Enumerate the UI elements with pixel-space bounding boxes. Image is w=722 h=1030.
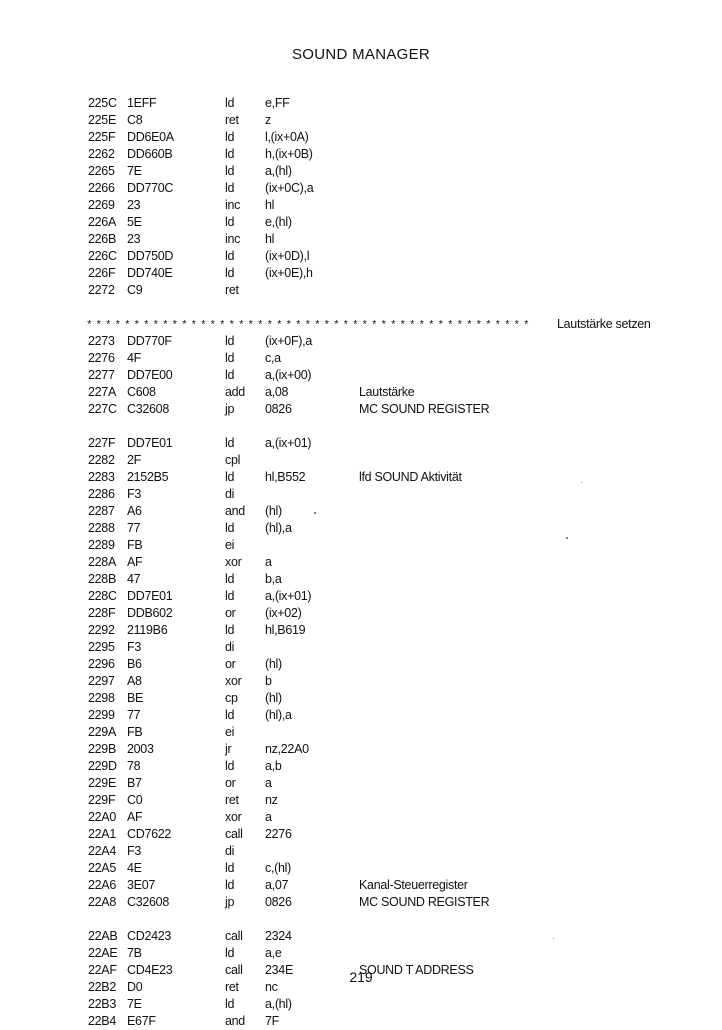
operand: a,07	[265, 878, 289, 892]
code-line	[88, 843, 688, 860]
mnemonic: ld	[225, 334, 235, 348]
mnemonic: ld	[225, 470, 235, 484]
address: 225E	[88, 113, 116, 127]
mnemonic: ld	[225, 164, 235, 178]
operand: a	[265, 555, 272, 569]
address: 229B	[88, 742, 116, 756]
mnemonic: ld	[225, 997, 235, 1011]
hex-bytes: 77	[127, 708, 141, 722]
address: 225C	[88, 96, 117, 110]
hex-bytes: A8	[127, 674, 142, 688]
address: 225F	[88, 130, 116, 144]
mnemonic: call	[225, 827, 243, 841]
mnemonic: call	[225, 929, 243, 943]
code-line	[88, 741, 688, 758]
code-line	[88, 282, 688, 299]
hex-bytes: DD660B	[127, 147, 173, 161]
hex-bytes: F3	[127, 487, 141, 501]
address: 226B	[88, 232, 116, 246]
operand: h,(ix+0B)	[265, 147, 313, 161]
address: 2282	[88, 453, 115, 467]
operand: (hl),a	[265, 521, 292, 535]
code-line	[88, 707, 688, 724]
page-number: 219	[349, 969, 373, 985]
operand: a,(ix+01)	[265, 436, 312, 450]
mnemonic: xor	[225, 810, 242, 824]
operand: (ix+0D),l	[265, 249, 310, 263]
mnemonic: ld	[225, 368, 235, 382]
address: 22A1	[88, 827, 116, 841]
address: 2286	[88, 487, 115, 501]
address: 2296	[88, 657, 115, 671]
hex-bytes: 2003	[127, 742, 154, 756]
code-line	[88, 877, 688, 894]
code-line	[88, 894, 688, 911]
mnemonic: ld	[225, 436, 235, 450]
mnemonic: ld	[225, 351, 235, 365]
mnemonic: ld	[225, 946, 235, 960]
code-line	[88, 1013, 688, 1030]
mnemonic: call	[225, 963, 243, 977]
mnemonic: ld	[225, 623, 235, 637]
address: 228F	[88, 606, 116, 620]
mnemonic: ei	[225, 538, 235, 552]
operand: a,b	[265, 759, 282, 773]
code-line	[88, 928, 688, 945]
mnemonic: di	[225, 487, 235, 501]
address: 22A4	[88, 844, 116, 858]
hex-bytes: 1EFF	[127, 96, 157, 110]
operand: nz,22A0	[265, 742, 309, 756]
code-line	[88, 996, 688, 1013]
address: 2289	[88, 538, 115, 552]
blank-line	[88, 299, 688, 316]
code-line	[88, 265, 688, 282]
operand: (ix+0C),a	[265, 181, 314, 195]
code-line	[88, 146, 688, 163]
asterisk-rule: ***********************************************	[86, 320, 533, 332]
hex-bytes: DDB602	[127, 606, 173, 620]
operand: (hl)	[265, 504, 282, 518]
hex-bytes: 4E	[127, 861, 142, 875]
code-line	[88, 469, 688, 486]
mnemonic: or	[225, 606, 236, 620]
code-line	[88, 333, 688, 350]
code-line	[88, 775, 688, 792]
mnemonic: xor	[225, 674, 242, 688]
address: 2277	[88, 368, 115, 382]
mnemonic: ld	[225, 266, 235, 280]
operand: a	[265, 776, 272, 790]
mnemonic: ld	[225, 181, 235, 195]
mnemonic: inc	[225, 198, 241, 212]
address: 2266	[88, 181, 115, 195]
hex-bytes: CD4E23	[127, 963, 173, 977]
address: 2262	[88, 147, 115, 161]
code-line	[88, 809, 688, 826]
scan-speck	[314, 512, 316, 514]
hex-bytes: 7E	[127, 164, 142, 178]
operand: c,a	[265, 351, 281, 365]
mnemonic: cp	[225, 691, 238, 705]
address: 228C	[88, 589, 117, 603]
mnemonic: ret	[225, 793, 239, 807]
address: 22B3	[88, 997, 116, 1011]
operand: hl,B619	[265, 623, 306, 637]
hex-bytes: DD7E00	[127, 368, 173, 382]
address: 2299	[88, 708, 115, 722]
mnemonic: or	[225, 657, 236, 671]
hex-bytes: 47	[127, 572, 141, 586]
mnemonic: ret	[225, 980, 239, 994]
hex-bytes: DD750D	[127, 249, 174, 263]
blank-line	[88, 418, 688, 435]
hex-bytes: 2F	[127, 453, 141, 467]
address: 2272	[88, 283, 115, 297]
address: 2265	[88, 164, 115, 178]
hex-bytes: A6	[127, 504, 142, 518]
address: 226C	[88, 249, 117, 263]
code-line	[88, 826, 688, 843]
address: 2295	[88, 640, 115, 654]
mnemonic: ld	[225, 521, 235, 535]
hex-bytes: 5E	[127, 215, 142, 229]
mnemonic: jr	[225, 742, 232, 756]
address: 229F	[88, 793, 116, 807]
code-line	[88, 656, 688, 673]
hex-bytes: C9	[127, 283, 143, 297]
address: 2298	[88, 691, 115, 705]
code-line	[88, 724, 688, 741]
code-line	[88, 384, 688, 401]
code-line	[88, 673, 688, 690]
mnemonic: ei	[225, 725, 235, 739]
hex-bytes: 2152B5	[127, 470, 169, 484]
code-line	[88, 945, 688, 962]
mnemonic: ret	[225, 113, 239, 127]
code-line	[88, 112, 688, 129]
assembly-listing	[88, 95, 688, 1030]
operand: hl	[265, 198, 275, 212]
code-line	[88, 214, 688, 231]
hex-bytes: DD770F	[127, 334, 172, 348]
operand: a,(hl)	[265, 997, 292, 1011]
address: 2288	[88, 521, 115, 535]
mnemonic: ld	[225, 878, 235, 892]
mnemonic: cpl	[225, 453, 241, 467]
hex-bytes: 77	[127, 521, 141, 535]
operand: (ix+0F),a	[265, 334, 312, 348]
hex-bytes: C8	[127, 113, 143, 127]
address: 227C	[88, 402, 117, 416]
hex-bytes: AF	[127, 555, 143, 569]
hex-bytes: 23	[127, 198, 141, 212]
mnemonic: inc	[225, 232, 241, 246]
code-line	[88, 503, 688, 520]
code-line	[88, 537, 688, 554]
scan-speck	[553, 938, 554, 939]
mnemonic: ld	[225, 861, 235, 875]
address: 227F	[88, 436, 116, 450]
hex-bytes: CD7622	[127, 827, 172, 841]
mnemonic: and	[225, 1014, 245, 1028]
code-line	[88, 129, 688, 146]
address: 2292	[88, 623, 115, 637]
code-line	[88, 588, 688, 605]
address: 2297	[88, 674, 115, 688]
operand: 2276	[265, 827, 292, 841]
operand: (ix+0E),h	[265, 266, 313, 280]
code-line	[88, 758, 688, 775]
comment: Lautstärke	[359, 385, 415, 399]
scan-speck	[566, 537, 568, 539]
hex-bytes: AF	[127, 810, 143, 824]
hex-bytes: D0	[127, 980, 143, 994]
mnemonic: di	[225, 640, 235, 654]
code-line	[88, 401, 688, 418]
code-line	[88, 180, 688, 197]
operand: a,e	[265, 946, 282, 960]
comment: MC SOUND REGISTER	[359, 402, 490, 416]
mnemonic: ld	[225, 759, 235, 773]
mnemonic: jp	[225, 895, 235, 909]
code-line	[88, 231, 688, 248]
hex-bytes: DD6E0A	[127, 130, 174, 144]
operand: 234E	[265, 963, 293, 977]
code-line	[88, 95, 688, 112]
mnemonic: add	[225, 385, 245, 399]
hex-bytes: C0	[127, 793, 143, 807]
mnemonic: ld	[225, 215, 235, 229]
address: 22A8	[88, 895, 116, 909]
comment: Kanal-Steuerregister	[359, 878, 468, 892]
hex-bytes: DD7E01	[127, 436, 173, 450]
mnemonic: ld	[225, 249, 235, 263]
hex-bytes: C32608	[127, 895, 169, 909]
hex-bytes: FB	[127, 725, 143, 739]
hex-bytes: 3E07	[127, 878, 155, 892]
code-line	[88, 690, 688, 707]
operand: a,(hl)	[265, 164, 292, 178]
address: 2287	[88, 504, 115, 518]
mnemonic: xor	[225, 555, 242, 569]
hex-bytes: CD2423	[127, 929, 172, 943]
operand: b	[265, 674, 272, 688]
hex-bytes: DD740E	[127, 266, 173, 280]
operand: 0826	[265, 895, 292, 909]
address: 22AE	[88, 946, 118, 960]
hex-bytes: 23	[127, 232, 141, 246]
address: 22A5	[88, 861, 116, 875]
code-line	[88, 452, 688, 469]
operand: (hl)	[265, 691, 282, 705]
code-line	[88, 520, 688, 537]
address: 2283	[88, 470, 115, 484]
address: 22AF	[88, 963, 117, 977]
hex-bytes: C608	[127, 385, 156, 399]
operand: z	[265, 113, 271, 127]
mnemonic: or	[225, 776, 236, 790]
operand: e,(hl)	[265, 215, 292, 229]
address: 229E	[88, 776, 116, 790]
address: 227A	[88, 385, 116, 399]
code-line	[88, 197, 688, 214]
hex-bytes: FB	[127, 538, 143, 552]
operand: (hl),a	[265, 708, 292, 722]
code-line	[88, 639, 688, 656]
mnemonic: jp	[225, 402, 235, 416]
code-line	[88, 860, 688, 877]
operand: b,a	[265, 572, 282, 586]
code-line	[88, 248, 688, 265]
operand: nz	[265, 793, 278, 807]
code-line	[88, 350, 688, 367]
address: 22A0	[88, 810, 116, 824]
code-line	[88, 605, 688, 622]
hex-bytes: B6	[127, 657, 142, 671]
operand: l,(ix+0A)	[265, 130, 309, 144]
address: 22B2	[88, 980, 116, 994]
code-line	[88, 163, 688, 180]
operand: 7F	[265, 1014, 279, 1028]
comment: lfd SOUND Aktivität	[359, 470, 462, 484]
hex-bytes: BE	[127, 691, 144, 705]
hex-bytes: F3	[127, 844, 141, 858]
address: 22A6	[88, 878, 116, 892]
operand: a,(ix+01)	[265, 589, 312, 603]
code-line	[88, 792, 688, 809]
operand: hl,B552	[265, 470, 306, 484]
code-line	[88, 367, 688, 384]
mnemonic: ld	[225, 708, 235, 722]
hex-bytes: C32608	[127, 402, 169, 416]
operand: a	[265, 810, 272, 824]
code-line	[88, 486, 688, 503]
hex-bytes: F3	[127, 640, 141, 654]
operand: e,FF	[265, 96, 290, 110]
code-line	[88, 571, 688, 588]
code-line	[88, 622, 688, 639]
mnemonic: ld	[225, 589, 235, 603]
mnemonic: ld	[225, 96, 235, 110]
operand: 2324	[265, 929, 292, 943]
section-separator	[88, 316, 688, 333]
code-line	[88, 435, 688, 452]
address: 2276	[88, 351, 115, 365]
mnemonic: ret	[225, 283, 239, 297]
address: 229D	[88, 759, 117, 773]
mnemonic: ld	[225, 572, 235, 586]
scan-speck	[581, 482, 582, 483]
operand: hl	[265, 232, 275, 246]
section-label: Lautstärke setzen	[557, 317, 651, 331]
address: 22AB	[88, 929, 118, 943]
mnemonic: ld	[225, 147, 235, 161]
operand: (hl)	[265, 657, 282, 671]
hex-bytes: 78	[127, 759, 141, 773]
operand: (ix+02)	[265, 606, 302, 620]
address: 22B4	[88, 1014, 116, 1028]
hex-bytes: DD770C	[127, 181, 174, 195]
operand: a,08	[265, 385, 289, 399]
comment: SOUND T ADDRESS	[359, 963, 474, 977]
comment: MC SOUND REGISTER	[359, 895, 490, 909]
operand: nc	[265, 980, 278, 994]
operand: c,(hl)	[265, 861, 291, 875]
mnemonic: di	[225, 844, 235, 858]
mnemonic: and	[225, 504, 245, 518]
address: 226F	[88, 266, 116, 280]
hex-bytes: 2119B6	[127, 623, 168, 637]
blank-line	[88, 911, 688, 928]
hex-bytes: E67F	[127, 1014, 156, 1028]
operand: a,(ix+00)	[265, 368, 312, 382]
address: 229A	[88, 725, 116, 739]
address: 228B	[88, 572, 116, 586]
hex-bytes: B7	[127, 776, 142, 790]
hex-bytes: DD7E01	[127, 589, 173, 603]
address: 226A	[88, 215, 116, 229]
hex-bytes: 7E	[127, 997, 142, 1011]
address: 228A	[88, 555, 116, 569]
address: 2269	[88, 198, 115, 212]
hex-bytes: 4F	[127, 351, 141, 365]
hex-bytes: 7B	[127, 946, 142, 960]
operand: 0826	[265, 402, 292, 416]
code-line	[88, 554, 688, 571]
page-title: SOUND MANAGER	[291, 46, 431, 63]
mnemonic: ld	[225, 130, 235, 144]
address: 2273	[88, 334, 115, 348]
